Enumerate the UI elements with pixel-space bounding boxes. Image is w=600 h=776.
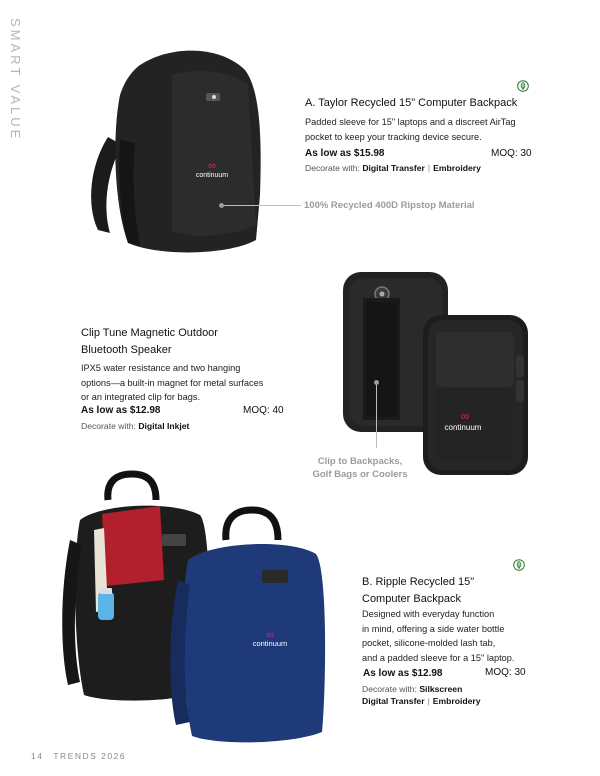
- ripple-title-line: Ripple Recycled 15": [375, 576, 475, 588]
- callout-line-text: Clip to Backpacks,: [317, 456, 403, 467]
- decorate-label: Decorate with:: [362, 684, 417, 694]
- description-line: and a padded sleeve for a 15" laptop.: [362, 652, 515, 663]
- speaker-title-line: Bluetooth Speaker: [81, 344, 172, 356]
- speaker-price: As low as $12.98: [81, 405, 161, 416]
- taylor-title-text: Taylor Recycled 15" Computer Backpack: [318, 97, 518, 109]
- ripple-title-line: Computer Backpack: [362, 593, 462, 605]
- eco-leaf-icon: [517, 80, 529, 92]
- eco-leaf-icon: [513, 559, 525, 571]
- taylor-callout: 100% Recycled 400D Ripstop Material: [304, 200, 475, 211]
- description-line: Padded sleeve for 15" laptops and a discreet AirTag: [305, 117, 516, 127]
- taylor-backpack-image: [80, 45, 265, 260]
- description-line: pocket to keep your tracking device secure.: [305, 131, 482, 142]
- callout-line: [376, 382, 377, 448]
- taylor-moq: MOQ: 30: [491, 148, 532, 159]
- decorate-method: Embroidery: [433, 163, 481, 173]
- decorate-method: Digital Transfer: [362, 163, 425, 173]
- ripple-decorate: Decorate with: Silkscreen Digital Transfer | Embroidery: [362, 684, 481, 706]
- svg-text:∞: ∞: [208, 160, 216, 172]
- taylor-price: As low as $15.98: [305, 148, 385, 159]
- page-number: 14: [31, 751, 44, 761]
- description-line: pocket, silicone-molded lash tab,: [362, 638, 496, 648]
- speaker-description: [81, 361, 263, 405]
- speaker-decorate: [81, 421, 189, 431]
- sidebar-label: SMART VALUE: [8, 18, 23, 142]
- speaker-moq: MOQ: 40: [243, 405, 284, 416]
- speaker-title-line: Clip Tune Magnetic Outdoor: [81, 327, 218, 339]
- decorate-method: Embroidery: [432, 696, 481, 706]
- ripple-description: [362, 607, 514, 665]
- speaker-title: [81, 325, 218, 359]
- ripple-moq: MOQ: 30: [485, 667, 526, 678]
- description-line: in mind, offering a side water bottle: [362, 623, 505, 634]
- taylor-description: [305, 115, 516, 144]
- product-letter-b: B.: [362, 576, 373, 588]
- taylor-title: [305, 95, 517, 112]
- description-line: IPX5 water resistance and two hanging: [81, 363, 241, 373]
- footer: [31, 751, 126, 761]
- ripple-price: As low as $12.98: [363, 668, 443, 679]
- taylor-brand-logo: continuum: [195, 172, 229, 179]
- svg-text:∞: ∞: [266, 629, 274, 641]
- description-line: options—a built-in magnet for metal surfaces: [81, 377, 264, 388]
- taylor-decorate: Decorate with: Digital Transfer | Embroidery: [305, 163, 481, 173]
- description-line: Designed with everyday function: [362, 609, 495, 619]
- speaker-image: [338, 270, 533, 480]
- callout-line: [221, 205, 301, 206]
- speaker-brand-logo: continuum: [444, 423, 482, 432]
- decorate-method: Digital Transfer: [362, 696, 425, 706]
- publication-name: TRENDS 2026: [53, 751, 127, 761]
- svg-text:∞: ∞: [460, 409, 470, 423]
- product-letter-a: A.: [305, 97, 316, 109]
- description-line: or an integrated clip for bags.: [81, 392, 200, 402]
- callout-dot: [374, 380, 379, 385]
- ripple-title: [362, 574, 474, 608]
- callout-line-text: Golf Bags or Coolers: [312, 469, 408, 480]
- decorate-label: Decorate with:: [81, 421, 136, 431]
- ripple-backpacks-image: [60, 470, 330, 745]
- decorate-label: Decorate with:: [305, 163, 360, 173]
- decorate-method: Digital Inkjet: [138, 421, 190, 431]
- callout-dot: [219, 203, 224, 208]
- decorate-method: Silkscreen: [419, 684, 463, 694]
- ripple-brand-logo: continuum: [252, 639, 288, 648]
